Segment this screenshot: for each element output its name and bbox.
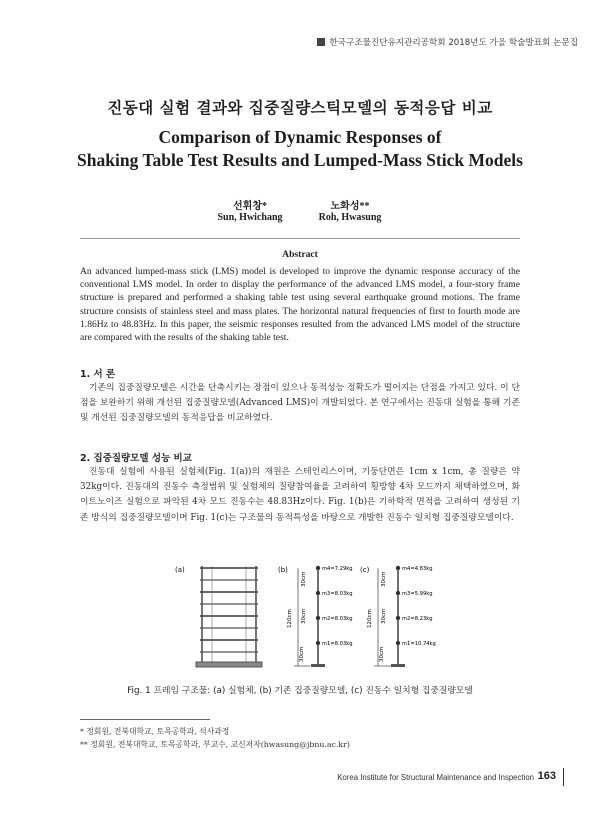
figure-c-dim-30-mid: 30cm [381,608,387,624]
figure-b-mass-3: m3=8.03kg [322,591,353,597]
section-1-body: 기존의 집중질량모델은 시간을 단축시키는 장점이 있으나 동적성능 정확도가 떨어지는 단점을 가지고 있다. 이 단점을 보완하기 위해 개선된 집중질량모델(Advanced LMS)이 개발되었다. 본 연구에서는 진동대 실험을 통해 기존 및 개선된 집중질량모델의 동적응답을 비교하였다. [80,383,520,424]
figure-b-dim-120: 120cm [287,609,293,628]
footnote-2: ** 정회원, 전북대학교, 토목공학과, 부교수, 교신저자(hwasung@jbnu.ac.kr) [80,740,350,749]
figure-c-stick [367,566,436,667]
author-2-korean: 노화성** [330,201,370,212]
figure-1 [170,560,436,675]
figure-b-dim-30-bottom: 30cm [299,646,305,662]
title-korean: 진동대 실험 결과와 집중질량스틱모델의 동적응답 비교 [107,98,493,117]
abstract-heading: Abstract [282,249,318,260]
title-english-line2: Shaking Table Test Results and Lumped-Mass Stick Models [77,150,523,170]
section-1-heading: 1. 서 론 [80,369,116,380]
figure-c-mass-3: m3=5.99kg [402,591,433,597]
figure-c-dim-30-bottom: 30cm [379,646,385,662]
running-header [317,36,578,48]
figure-1-caption: Fig. 1 프레임 구조물: (a) 실험체, (b) 기존 집중질량모델, (c) 진동수 일치형 집중질량모델 [127,686,473,696]
figure-label-a: (a) [175,566,185,574]
footnote-divider [80,719,210,720]
footer-institute: Korea Institute for Structural Maintenance and Inspection [337,773,534,782]
section-2-heading: 2. 집중질량모델 성능 비교 [80,453,192,464]
author-2-english: Roh, Hwasung [318,212,382,223]
figure-b-dim-30-top: 30cm [301,571,307,587]
figure-b-dim-30-mid: 30cm [301,608,307,624]
figure-c-dim-120: 120cm [367,609,373,628]
title-english-line1: Comparison of Dynamic Responses of [158,127,442,147]
figure-c-mass-2: m2=8.23kg [402,616,433,622]
footer-divider-bar [563,768,564,786]
figure-b-stick [287,566,353,667]
figure-a-frame [196,566,262,667]
running-title: 한국구조물진단유지관리공학회 2018년도 가을 학술발표회 논문집 [329,38,578,48]
section-2-body: 진동대 실험에 사용된 실험체(Fig. 1(a))의 재원은 스테인리스이며, 기둥단면은 1cm x 1cm, 총 질량은 약 32kg이다. 진동대의 진동수 측정범위 및 실험체의 질량참여율을 고려하여 횡방향 4차 모드까지 채택하였으며, 화이트노이즈 실험으로 파악된 4차 모드 진동수는 48.83Hz이다. Fig. 1(b)은 기하학적 면적을 고려하여 생성된 기존 방식의 집중질량모델이며 Fig. 1(c)는 구조물의 동적특성을 바탕으로 개발한 진동수 일치형 집중질량모델이다. [80,467,520,523]
figure-c-mass-4: m4=4.83kg [402,566,433,572]
footnote-1: * 정회원, 전북대학교, 토목공학과, 석사과정 [80,727,230,736]
figure-label-b: (b) [278,566,288,574]
figure-b-mass-4: m4=7.29kg [322,566,353,572]
figure-b-mass-2: m2=8.03kg [322,616,353,622]
figure-c-dim-30-top: 30cm [381,571,387,587]
page-number: 163 [537,770,556,782]
author-1-korean: 선휘창* [233,201,267,212]
figure-c-mass-1: m1=10.74kg [402,641,436,647]
title-divider [80,238,520,239]
author-1-english: Sun, Hwichang [217,212,283,223]
abstract-body: An advanced lumped-mass stick (LMS) model is developed to improve the dynamic response accuracy of the conventional LMS model. In order to display the performance of the advanced LMS model, a four-story frame structure is prepared and performed a shaking table test using several earthquake ground motions. The frame structure consists of stainless steel and mass plates. The horizontal natural frequencies of first to fourth mode are 1.86Hz to 48.83Hz. In this paper, the seismic responses resulted from the advanced LMS model of the structure are compared with the results of the shaking table test. [80,266,520,344]
figure-label-c: (c) [360,566,370,574]
figure-b-mass-1: m1=8.03kg [322,641,353,647]
header-book-icon [317,38,325,46]
